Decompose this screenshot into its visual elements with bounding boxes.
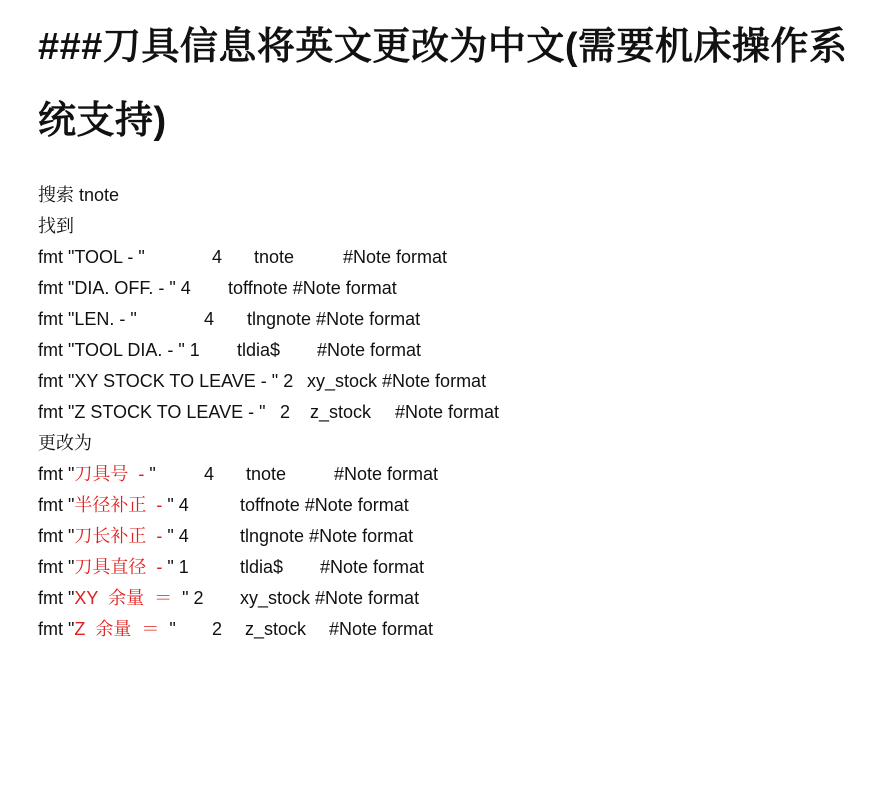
- code-line: [38, 490, 868, 521]
- code-comment: #Note format: [343, 247, 448, 267]
- code-width: 2: [280, 402, 291, 422]
- code-suffix: " 4: [167, 526, 189, 546]
- chinese-label: 刀长补正 -: [74, 526, 168, 546]
- code-suffix: " 2: [182, 588, 204, 608]
- section-label: 更改为: [38, 433, 92, 453]
- chinese-label: Z 余量 ＝: [74, 619, 170, 639]
- code-width: 4: [204, 309, 215, 329]
- code-line: [38, 304, 868, 335]
- code-suffix: ": [169, 619, 176, 639]
- code-line: [38, 335, 868, 366]
- page-title: ###刀具信息将英文更改为中文(需要机床操作系统支持): [38, 26, 848, 142]
- code-line: [38, 242, 868, 273]
- code-width: 2: [212, 619, 223, 639]
- code-var: tldia$: [237, 340, 281, 360]
- code-line: [38, 366, 868, 397]
- code-comment: #Note format: [320, 557, 425, 577]
- code-comment: #Note format: [317, 340, 422, 360]
- code-fmt: fmt "LEN. - ": [38, 309, 137, 329]
- code-fmt: fmt "TOOL - ": [38, 247, 145, 267]
- code-fmt: fmt "XY STOCK TO LEAVE - " 2: [38, 371, 294, 391]
- code-var: tlngnote #Note format: [247, 309, 421, 329]
- chinese-label: XY 余量 ＝: [74, 588, 183, 608]
- chinese-label: 刀具直径 -: [74, 557, 168, 577]
- code-var: xy_stock #Note format: [307, 371, 487, 391]
- code-comment: #Note format: [395, 402, 500, 422]
- code-var: tnote: [246, 464, 287, 484]
- code-var: z_stock: [310, 402, 372, 422]
- code-line: [38, 521, 868, 552]
- code-var: toffnote #Note format: [240, 495, 409, 515]
- code-prefix: fmt ": [38, 495, 75, 515]
- code-line: [38, 614, 868, 645]
- code-fmt: fmt "TOOL DIA. - " 1: [38, 340, 200, 360]
- code-prefix: fmt ": [38, 588, 75, 608]
- code-prefix: fmt ": [38, 619, 75, 639]
- code-var: xy_stock #Note format: [240, 588, 420, 608]
- code-line: [38, 583, 868, 614]
- code-prefix: fmt ": [38, 557, 75, 577]
- code-suffix: " 1: [167, 557, 189, 577]
- intro-line: 找到: [38, 216, 74, 236]
- code-comment: #Note format: [334, 464, 439, 484]
- code-var: tnote: [254, 247, 295, 267]
- code-var: z_stock: [245, 619, 307, 639]
- code-var: tldia$: [240, 557, 284, 577]
- code-prefix: fmt ": [38, 526, 75, 546]
- code-line: [38, 552, 868, 583]
- code-var: toffnote #Note format: [228, 278, 397, 298]
- chinese-label: 刀具号 -: [74, 464, 150, 484]
- code-comment: #Note format: [329, 619, 434, 639]
- code-width: 4: [204, 464, 215, 484]
- code-fmt: fmt "DIA. OFF. - " 4: [38, 278, 191, 298]
- document-body: [38, 180, 868, 645]
- code-line: [38, 273, 868, 304]
- chinese-label: 半径补正 -: [74, 495, 168, 515]
- code-line: [38, 459, 868, 490]
- intro-line: 搜索 tnote: [38, 185, 120, 205]
- code-line: [38, 397, 868, 428]
- code-suffix: ": [149, 464, 156, 484]
- code-width: 4: [212, 247, 223, 267]
- code-suffix: " 4: [167, 495, 189, 515]
- code-fmt: fmt "Z STOCK TO LEAVE - ": [38, 402, 266, 422]
- code-prefix: fmt ": [38, 464, 75, 484]
- code-var: tlngnote #Note format: [240, 526, 414, 546]
